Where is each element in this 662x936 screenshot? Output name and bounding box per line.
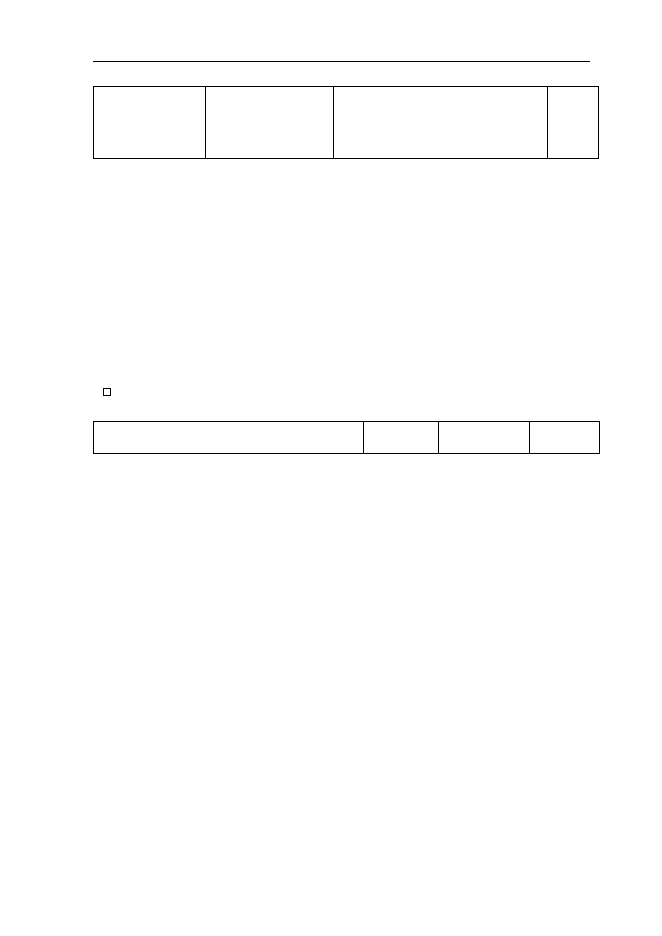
col-header-note	[530, 422, 600, 454]
col-header-prior-year-end	[334, 87, 548, 159]
non-recurring-items-table	[93, 421, 600, 454]
col-header-ytd	[439, 422, 530, 454]
applicability	[97, 386, 113, 398]
col-header-item	[94, 422, 364, 454]
col-header-period-end	[206, 87, 334, 159]
blank-header-cell	[94, 87, 206, 159]
col-header-current	[364, 422, 439, 454]
checkbox-icon	[103, 388, 111, 396]
header-divider	[93, 61, 590, 62]
col-header-change-pct	[548, 87, 599, 159]
key-financial-table	[93, 86, 599, 159]
